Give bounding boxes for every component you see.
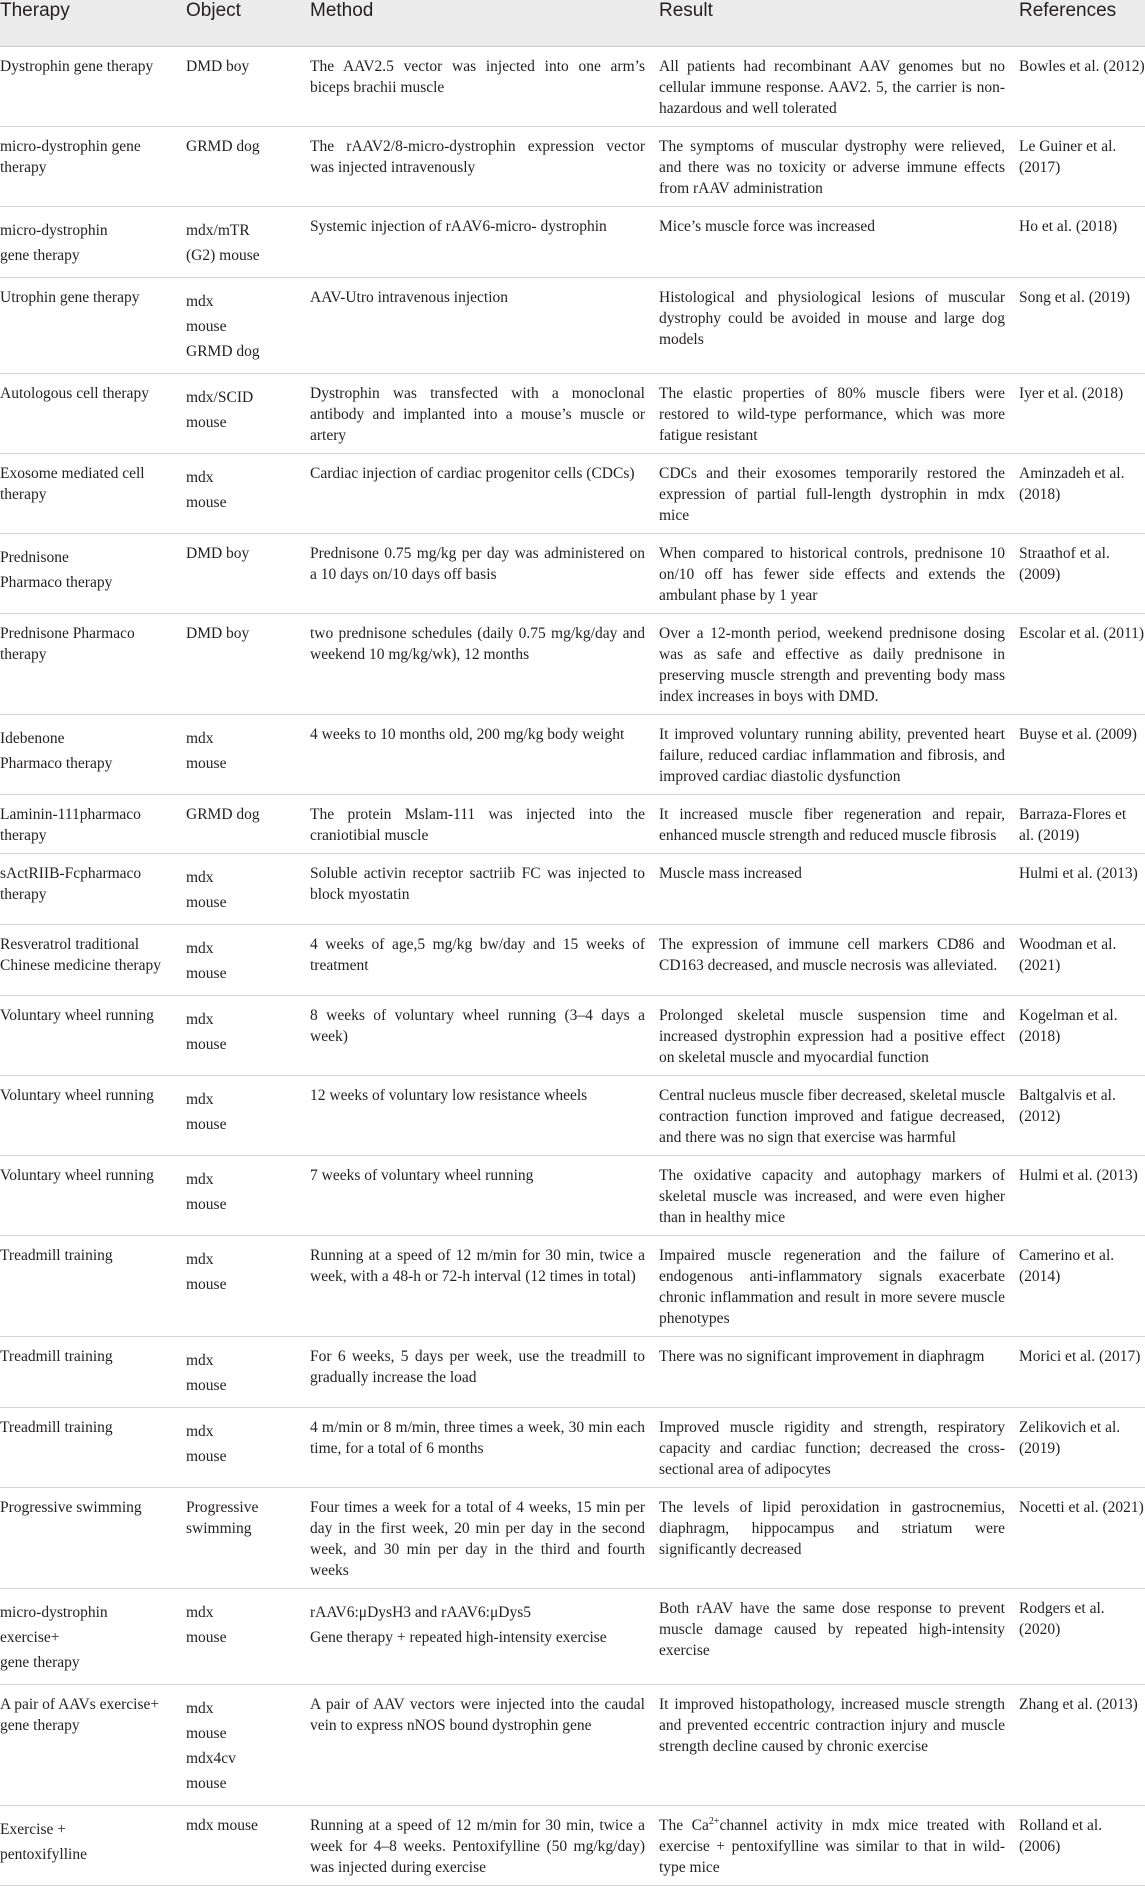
cell-method: [310, 1589, 659, 1685]
cell-reference: Buyse et al. (2009): [1019, 726, 1137, 743]
cell-therapy: [0, 1337, 186, 1408]
table-row: [0, 1236, 1145, 1337]
cell-reference: Woodman et al. (2021): [1019, 936, 1117, 974]
cell-therapy: [0, 374, 186, 454]
cell-reference: Hulmi et al. (2013): [1019, 865, 1138, 882]
object-line: mdx: [186, 1251, 214, 1268]
cell-therapy: [0, 854, 186, 925]
cell-reference: Zhang et al. (2013): [1019, 1696, 1138, 1713]
cell-method: [310, 1408, 659, 1488]
table-row: [0, 454, 1145, 534]
object-line: mdx: [186, 1423, 214, 1440]
table-row: [0, 1488, 1145, 1589]
object-line: mouse: [186, 1116, 227, 1133]
cell-object: [186, 1337, 310, 1408]
cell-object: [186, 996, 310, 1076]
object-line: mdx4cv: [186, 1750, 236, 1767]
therapy-line: micro-dystrophin: [0, 1604, 108, 1621]
cell-reference: Song et al. (2019): [1019, 289, 1131, 306]
cell-method: [310, 1337, 659, 1408]
cell-object: [186, 1156, 310, 1236]
cell-reference: Hulmi et al. (2013): [1019, 1167, 1138, 1184]
cell-reference: Le Guiner et al. (2017): [1019, 138, 1117, 176]
method-line: rAAV6:μDysH3 and rAAV6:μDys5: [310, 1604, 531, 1621]
result-text: Both rAAV have the same dose response to prevent muscle damage caused by repeated high-intensity exercise: [659, 1600, 1005, 1659]
result-text: Central nucleus muscle fiber decreased, skeletal muscle contraction function improved and fatigue decreased, and there was no sign that exercise was harmful: [659, 1087, 1005, 1146]
cell-therapy: [0, 1685, 186, 1806]
therapy-line: Voluntary wheel running: [0, 1087, 154, 1104]
therapy-line: Exosome mediated cell therapy: [0, 465, 145, 503]
cell-result: [659, 715, 1019, 795]
result-text: Muscle mass increased: [659, 865, 802, 882]
cell-object: [186, 795, 310, 854]
cell-result: [659, 1589, 1019, 1685]
cell-therapy: [0, 795, 186, 854]
method-text: Soluble activin receptor sactriib FC was injected to block myostatin: [310, 865, 645, 903]
cell-object: [186, 454, 310, 534]
cell-method: [310, 1806, 659, 1886]
result-text: It improved voluntary running ability, prevented heart failure, reduced cardiac inflammation and fibrosis, and improved cardiac diastolic dysfunction: [659, 726, 1005, 785]
cell-reference: Zelikovich et al. (2019): [1019, 1419, 1121, 1457]
cell-therapy: [0, 1806, 186, 1886]
cell-reference: Straathof et al. (2009): [1019, 545, 1110, 583]
therapy-line: micro-dystrophin: [0, 222, 108, 239]
method-text: 8 weeks of voluntary wheel running (3–4 days a week): [310, 1007, 645, 1045]
cell-object: [186, 854, 310, 925]
cell-object: [186, 614, 310, 715]
cell-method: [310, 854, 659, 925]
therapy-line: Dystrophin gene therapy: [0, 58, 154, 75]
object-line: mouse: [186, 1775, 227, 1792]
cell-result: [659, 1236, 1019, 1337]
cell-result: [659, 1156, 1019, 1236]
cell-result: [659, 278, 1019, 374]
therapy-line: Prednisone Pharmaco therapy: [0, 625, 135, 663]
result-text: The oxidative capacity and autophagy markers of skeletal muscle was increased, and were even higher than in healthy mice: [659, 1167, 1005, 1226]
object-line: mouse: [186, 1036, 227, 1053]
result-text: Mice’s muscle force was increased: [659, 218, 876, 235]
table-row: [0, 795, 1145, 854]
cell-reference: Bowles et al. (2012): [1019, 58, 1145, 75]
table-row: [0, 996, 1145, 1076]
cell-object: [186, 1685, 310, 1806]
cell-result: [659, 1806, 1019, 1886]
therapy-line: Laminin-111pharmaco therapy: [0, 806, 141, 844]
cell-result: [659, 47, 1019, 127]
cell-reference: Rolland et al. (2006): [1019, 1817, 1103, 1855]
cell-object: [186, 207, 310, 278]
therapy-line: gene therapy: [0, 247, 80, 264]
cell-reference: Camerino et al. (2014): [1019, 1247, 1115, 1285]
cell-object: [186, 47, 310, 127]
table-row: [0, 534, 1145, 614]
cell-result: [659, 1685, 1019, 1806]
object-line: mdx: [186, 469, 214, 486]
cell-result: [659, 534, 1019, 614]
table-row: [0, 1685, 1145, 1806]
cell-therapy: [0, 127, 186, 207]
method-text: AAV-Utro intravenous injection: [310, 289, 509, 306]
therapy-line: Voluntary wheel running: [0, 1007, 154, 1024]
cell-result: [659, 1408, 1019, 1488]
object-line: mdx: [186, 1352, 214, 1369]
cell-result: [659, 925, 1019, 996]
therapy-line: Autologous cell therapy: [0, 385, 149, 402]
object-line: mouse: [186, 1725, 227, 1742]
object-line: mdx: [186, 730, 214, 747]
result-text: Prolonged skeletal muscle suspension time and increased dystrophin expression had a positive effect on skeletal muscle and myocardial function: [659, 1007, 1005, 1066]
cell-reference: Escolar et al. (2011): [1019, 625, 1145, 642]
cell-therapy: [0, 925, 186, 996]
cell-object: [186, 1488, 310, 1589]
table-row: [0, 47, 1145, 127]
result-text: Over a 12-month period, weekend prednisone dosing was as safe and effective as daily prednisone in preserving muscle strength and preventing body mass index increases in boys with DMD.: [659, 625, 1005, 705]
object-line: mouse: [186, 1377, 227, 1394]
object-line: mdx: [186, 1171, 214, 1188]
object-line: mdx: [186, 1604, 214, 1621]
cell-method: [310, 374, 659, 454]
method-text: 7 weeks of voluntary wheel running: [310, 1167, 534, 1184]
therapy-line: micro-dystrophin gene therapy: [0, 138, 141, 176]
therapy-line: sActRIIB-Fcpharmaco therapy: [0, 865, 142, 903]
header-object: Object: [186, 0, 310, 47]
therapy-line: Treadmill training: [0, 1348, 113, 1365]
table-row: [0, 127, 1145, 207]
therapy-line: Resveratrol traditional Chinese medicine therapy: [0, 936, 161, 974]
cell-therapy: [0, 47, 186, 127]
cell-object: [186, 127, 310, 207]
cell-reference: Baltgalvis et al. (2012): [1019, 1087, 1116, 1125]
cell-reference: Morici et al. (2017): [1019, 1348, 1141, 1365]
method-text: Running at a speed of 12 m/min for 30 min, twice a week, with a 48-h or 72-h interval (12 times in total): [310, 1247, 645, 1285]
table-body: [0, 47, 1145, 1886]
therapy-line: Progressive swimming: [0, 1499, 142, 1516]
method-text: Prednisone 0.75 mg/kg per day was administered on a 10 days on/10 days off basis: [310, 545, 645, 583]
header-therapy: Therapy: [0, 0, 186, 47]
therapy-line: Exercise +: [0, 1821, 66, 1838]
object-line: mdx: [186, 940, 214, 957]
cell-method: [310, 795, 659, 854]
object-line: DMD boy: [186, 58, 250, 75]
object-line: mdx/mTR: [186, 222, 250, 239]
object-line: mouse: [186, 894, 227, 911]
method-text: Four times a week for a total of 4 weeks, 15 min per day in the first week, 20 min per day in the second week, and 30 min per day in the third and fourth weeks: [310, 1499, 645, 1579]
object-line: mdx: [186, 293, 214, 310]
table-header: [0, 0, 1145, 47]
cell-result: [659, 996, 1019, 1076]
result-text: All patients had recombinant AAV genomes but no cellular immune response. AAV2. 5, the carrier is non-hazardous and well tolerated: [659, 58, 1005, 117]
cell-therapy: [0, 996, 186, 1076]
object-line: GRMD dog: [186, 343, 260, 360]
cell-therapy: [0, 534, 186, 614]
cell-therapy: [0, 1408, 186, 1488]
table-row: [0, 1589, 1145, 1685]
cell-method: [310, 1236, 659, 1337]
therapy-line: gene therapy: [0, 1654, 80, 1671]
cell-therapy: [0, 454, 186, 534]
therapy-line: Pharmaco therapy: [0, 574, 113, 591]
cell-therapy: [0, 278, 186, 374]
result-text: CDCs and their exosomes temporarily restored the expression of partial full-length dystrophin in mdx mice: [659, 465, 1005, 524]
table-row: [0, 715, 1145, 795]
method-text: The protein Mslam-111 was injected into the craniotibial muscle: [310, 806, 645, 844]
cell-method: [310, 1076, 659, 1156]
result-text: It increased muscle fiber regeneration and repair, enhanced muscle strength and reduced muscle fibrosis: [659, 806, 1005, 844]
cell-method: [310, 207, 659, 278]
method-text: Systemic injection of rAAV6-micro- dystrophin: [310, 218, 607, 235]
object-line: mouse: [186, 755, 227, 772]
object-line: mdx: [186, 1011, 214, 1028]
cell-method: [310, 715, 659, 795]
cell-object: [186, 374, 310, 454]
object-line: mouse: [186, 414, 227, 431]
method-text: The rAAV2/8-micro-dystrophin expression vector was injected intravenously: [310, 138, 645, 176]
result-superscript: 2+: [708, 1815, 720, 1827]
cell-therapy: [0, 614, 186, 715]
cell-result: [659, 1337, 1019, 1408]
method-text: 4 weeks of age,5 mg/kg bw/day and 15 weeks of treatment: [310, 936, 645, 974]
object-line: GRMD dog: [186, 806, 260, 823]
cell-object: [186, 925, 310, 996]
cell-result: [659, 854, 1019, 925]
cell-result: [659, 795, 1019, 854]
therapy-line: pentoxifylline: [0, 1846, 87, 1863]
result-text: The expression of immune cell markers CD86 and CD163 decreased, and muscle necrosis was alleviated.: [659, 936, 1005, 974]
cell-reference: Iyer et al. (2018): [1019, 385, 1124, 402]
header-references: References: [1019, 0, 1145, 47]
table-row: [0, 854, 1145, 925]
cell-result: [659, 454, 1019, 534]
cell-object: [186, 534, 310, 614]
cell-result: [659, 1076, 1019, 1156]
method-text: For 6 weeks, 5 days per week, use the treadmill to gradually increase the load: [310, 1348, 645, 1386]
object-line: GRMD dog: [186, 138, 260, 155]
object-line: Progressive swimming: [186, 1499, 259, 1537]
object-line: mouse: [186, 965, 227, 982]
table-row: [0, 1337, 1145, 1408]
result-text: Histological and physiological lesions of muscular dystrophy could be avoided in mouse and large dog models: [659, 289, 1005, 348]
cell-object: [186, 715, 310, 795]
result-text: Improved muscle rigidity and strength, respiratory capacity and cardiac function; decreased the cross-sectional area of adipocytes: [659, 1419, 1005, 1478]
cell-method: [310, 534, 659, 614]
result-text: There was no significant improvement in diaphragm: [659, 1348, 985, 1365]
cell-method: [310, 454, 659, 534]
object-line: mdx mouse: [186, 1817, 258, 1834]
result-text: Impaired muscle regeneration and the failure of endogenous anti-inflammatory signals exacerbate chronic inflammation and result in more severe muscle phenotypes: [659, 1247, 1005, 1327]
cell-result: [659, 614, 1019, 715]
cell-therapy: [0, 1488, 186, 1589]
method-text: The AAV2.5 vector was injected into one arm’s biceps brachii muscle: [310, 58, 645, 96]
object-line: mouse: [186, 1629, 227, 1646]
cell-therapy: [0, 715, 186, 795]
cell-method: [310, 1156, 659, 1236]
result-text: The symptoms of muscular dystrophy were relieved, and there was no toxicity or adverse immune effects from rAAV administration: [659, 138, 1005, 197]
cell-method: [310, 996, 659, 1076]
cell-reference: Aminzadeh et al. (2018): [1019, 465, 1125, 503]
cell-therapy: [0, 1076, 186, 1156]
cell-result: [659, 207, 1019, 278]
therapy-line: Treadmill training: [0, 1419, 113, 1436]
cell-object: [186, 278, 310, 374]
header-result: Result: [659, 0, 1019, 47]
method-text: two prednisone schedules (daily 0.75 mg/kg/day and weekend 10 mg/kg/wk), 12 months: [310, 625, 645, 663]
object-line: mdx: [186, 869, 214, 886]
cell-object: [186, 1806, 310, 1886]
table-row: [0, 1076, 1145, 1156]
cell-method: [310, 278, 659, 374]
method-text: 4 weeks to 10 months old, 200 mg/kg body weight: [310, 726, 625, 743]
cell-method: [310, 925, 659, 996]
object-line: mdx: [186, 1091, 214, 1108]
cell-result: [659, 127, 1019, 207]
therapy-line: Treadmill training: [0, 1247, 113, 1264]
table-row: [0, 1408, 1145, 1488]
therapy-line: Utrophin gene therapy: [0, 289, 140, 306]
object-line: mouse: [186, 1196, 227, 1213]
cell-reference: Barraza-Flores et al. (2019): [1019, 806, 1127, 844]
result-text: It improved histopathology, increased muscle strength and prevented eccentric contraction injury and muscle strength decline caused by chronic exercise: [659, 1696, 1005, 1755]
therapy-line: Pharmaco therapy: [0, 755, 113, 772]
cell-therapy: [0, 1236, 186, 1337]
object-line: mouse: [186, 1448, 227, 1465]
cell-object: [186, 1408, 310, 1488]
result-text: The levels of lipid peroxidation in gastrocnemius, diaphragm, hippocampus and striatum were significantly decreased: [659, 1499, 1005, 1558]
cell-method: [310, 127, 659, 207]
therapy-line: Prednisone: [0, 549, 69, 566]
table-row: [0, 1156, 1145, 1236]
cell-object: [186, 1589, 310, 1685]
object-line: mdx: [186, 1700, 214, 1717]
table-row: [0, 374, 1145, 454]
cell-reference: Ho et al. (2018): [1019, 218, 1118, 235]
cell-therapy: [0, 207, 186, 278]
cell-reference: Nocetti et al. (2021): [1019, 1499, 1144, 1516]
cell-reference: Rodgers et al. (2020): [1019, 1600, 1105, 1638]
cell-object: [186, 1236, 310, 1337]
header-method: Method: [310, 0, 659, 47]
method-text: Running at a speed of 12 m/min for 30 min, twice a week for 4–8 weeks. Pentoxifylline (50 mg/kg/day) was injected during exercise: [310, 1817, 645, 1876]
therapy-line: Idebenone: [0, 730, 65, 747]
table-row: [0, 614, 1145, 715]
object-line: (G2) mouse: [186, 247, 260, 264]
cell-therapy: [0, 1156, 186, 1236]
method-line: Gene therapy + repeated high-intensity exercise: [310, 1629, 607, 1646]
object-line: mouse: [186, 1276, 227, 1293]
cell-reference: Kogelman et al. (2018): [1019, 1007, 1118, 1045]
therapy-line: exercise+: [0, 1629, 60, 1646]
cell-therapy: [0, 1589, 186, 1685]
therapy-line: A pair of AAVs exercise+ gene therapy: [0, 1696, 160, 1734]
method-text: A pair of AAV vectors were injected into the caudal vein to express nNOS bound dystrophin gene: [310, 1696, 645, 1734]
cell-object: [186, 1076, 310, 1156]
cell-method: [310, 1488, 659, 1589]
cell-method: [310, 47, 659, 127]
result-text: When compared to historical controls, prednisone 10 on/10 off has fewer side effects and extends the ambulant phase by 1 year: [659, 545, 1005, 604]
object-line: DMD boy: [186, 625, 250, 642]
method-text: Cardiac injection of cardiac progenitor cells (CDCs): [310, 465, 635, 482]
cell-method: [310, 614, 659, 715]
table-row: [0, 925, 1145, 996]
result-text-start: The Ca: [659, 1817, 709, 1834]
method-text: 12 weeks of voluntary low resistance wheels: [310, 1087, 588, 1104]
cell-result: [659, 1488, 1019, 1589]
table-row: [0, 278, 1145, 374]
result-text: The elastic properties of 80% muscle fibers were restored to wild-type performance, which was more fatigue resistant: [659, 385, 1005, 444]
object-line: DMD boy: [186, 545, 250, 562]
method-text: 4 m/min or 8 m/min, three times a week, 30 min each time, for a total of 6 months: [310, 1419, 645, 1457]
object-line: mdx/SCID: [186, 389, 254, 406]
object-line: mouse: [186, 318, 227, 335]
result-text-end: channel activity in mdx mice treated with exercise + pentoxifylline was similar to that in wild-type mice: [659, 1817, 1005, 1876]
object-line: mouse: [186, 494, 227, 511]
table-row: [0, 1806, 1145, 1886]
therapy-line: Voluntary wheel running: [0, 1167, 154, 1184]
cell-result: [659, 374, 1019, 454]
table-row: [0, 207, 1145, 278]
method-text: Dystrophin was transfected with a monoclonal antibody and implanted into a mouse’s muscle or artery: [310, 385, 645, 444]
cell-method: [310, 1685, 659, 1806]
